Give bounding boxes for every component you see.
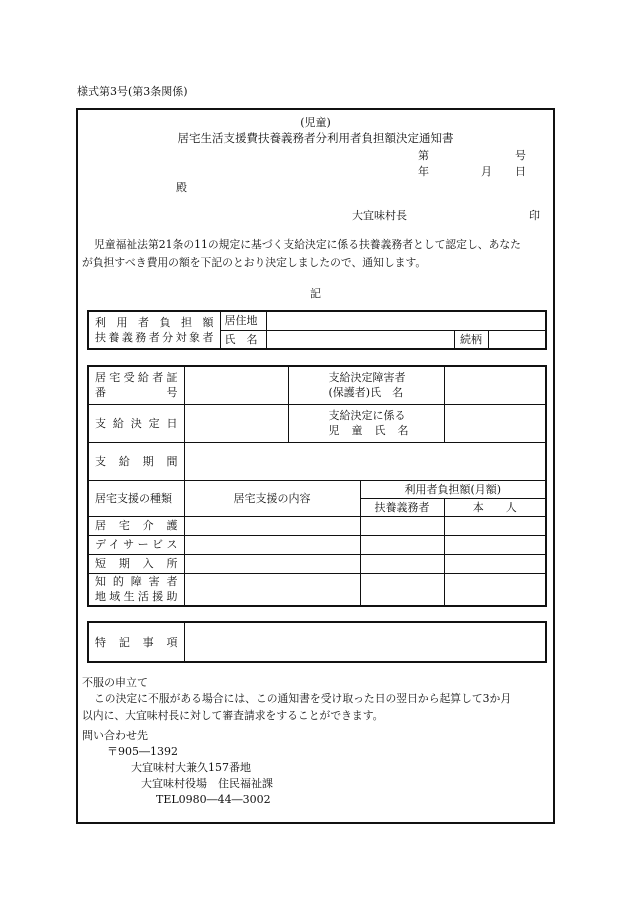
ki-heading: 記 [310, 287, 321, 300]
target-label-line1: 利用者負担額 [95, 316, 214, 329]
home-care-content [184, 516, 360, 535]
contact-address: 大宜味村大兼久157番地 [131, 761, 251, 774]
group-home-guardian [360, 573, 444, 606]
service-short-stay: 短期入所 [88, 554, 184, 573]
decision-detail-table [87, 365, 547, 607]
form-number: 様式第3号(第3条関係) [77, 85, 188, 98]
group-home-line2: 地域生活援助 [95, 590, 178, 604]
group-home-line1: 知的障害者 [95, 575, 178, 589]
contact-postal: 〒905―1392 [107, 745, 178, 758]
body-text-line1: 児童福祉法第21条の11の規定に基づく支給決定に係る扶養義務者として認定し、あなた [94, 238, 521, 251]
relation-label: 続柄 [454, 330, 488, 349]
service-day-service: デイサービス [88, 535, 184, 554]
document-title: 居宅生活支援費扶養義務者分利用者負担額決定通知書 [177, 131, 454, 145]
address-label: 居住地 [220, 311, 266, 330]
issuer-name: 大宜味村長 [352, 209, 407, 222]
period-label: 支給期間 [88, 442, 184, 480]
home-care-guardian [360, 516, 444, 535]
disabled-person-value [444, 366, 546, 404]
seal-mark: 印 [529, 209, 540, 222]
name-value [266, 330, 454, 349]
addressee-suffix: 殿 [176, 181, 187, 194]
disabled-person-line1: 支給決定障害者 [328, 371, 406, 385]
child-name-value [444, 404, 546, 442]
recipient-cert-value [184, 366, 288, 404]
guardian-header: 扶養義務者 [360, 498, 444, 516]
support-content-header: 居宅支援の内容 [184, 480, 360, 516]
address-value [266, 311, 546, 330]
body-text-line2: が負担すべき費用の額を下記のとおり決定しましたので、通知します。 [82, 256, 427, 269]
short-stay-guardian [360, 554, 444, 573]
objection-heading: 不服の申立て [82, 676, 148, 689]
short-stay-content [184, 554, 360, 573]
day-service-content [184, 535, 360, 554]
decision-date-label: 支給決定日 [88, 404, 184, 442]
burden-header: 利用者負担額(月額) [360, 480, 546, 498]
title-subject: (児童) [300, 116, 331, 129]
contact-tel: TEL0980―44―3002 [156, 793, 271, 806]
number-go: 号 [515, 149, 526, 162]
day-service-self [444, 535, 546, 554]
date-month: 月 [481, 165, 492, 178]
target-label-line2: 扶養義務者分対象者 [95, 331, 214, 344]
short-stay-self [444, 554, 546, 573]
group-home-content [184, 573, 360, 606]
name-label: 氏 名 [220, 330, 266, 349]
target-label-cell [88, 311, 220, 349]
objection-line1: この決定に不服がある場合には、この通知書を受け取った日の翌日から起算して3か月 [94, 692, 512, 705]
recipient-cert-label [88, 366, 184, 404]
date-day: 日 [515, 165, 526, 178]
day-service-guardian [360, 535, 444, 554]
recipient-cert-line2: 番号 [95, 386, 178, 400]
date-year: 年 [418, 165, 429, 178]
number-dai: 第 [418, 149, 429, 162]
child-name-label [288, 404, 444, 442]
contact-office: 大宜味村役場 住民福祉課 [141, 777, 273, 790]
home-care-self [444, 516, 546, 535]
child-name-line2: 児童氏名 [328, 424, 409, 437]
self-header: 本 人 [444, 498, 546, 516]
objection-line2: 以内に、大宜味村長に対して審査請求をすることができます。 [82, 709, 384, 722]
service-group-home [88, 573, 184, 606]
decision-date-value [184, 404, 288, 442]
support-type-header: 居宅支援の種類 [88, 480, 184, 516]
disabled-person-label [288, 366, 444, 404]
target-person-table [87, 310, 547, 350]
recipient-cert-line1: 居宅受給者証 [95, 371, 178, 385]
group-home-self [444, 573, 546, 606]
relation-value [488, 330, 546, 349]
contact-heading: 問い合わせ先 [82, 729, 148, 742]
notes-table [87, 621, 547, 663]
service-home-care: 居宅介護 [88, 516, 184, 535]
period-value [184, 442, 546, 480]
disabled-person-line2: (保護者)氏 名 [328, 386, 404, 400]
notes-label: 特記事項 [88, 622, 184, 662]
notes-value [184, 622, 546, 662]
child-name-line1: 支給決定に係る [328, 409, 406, 422]
